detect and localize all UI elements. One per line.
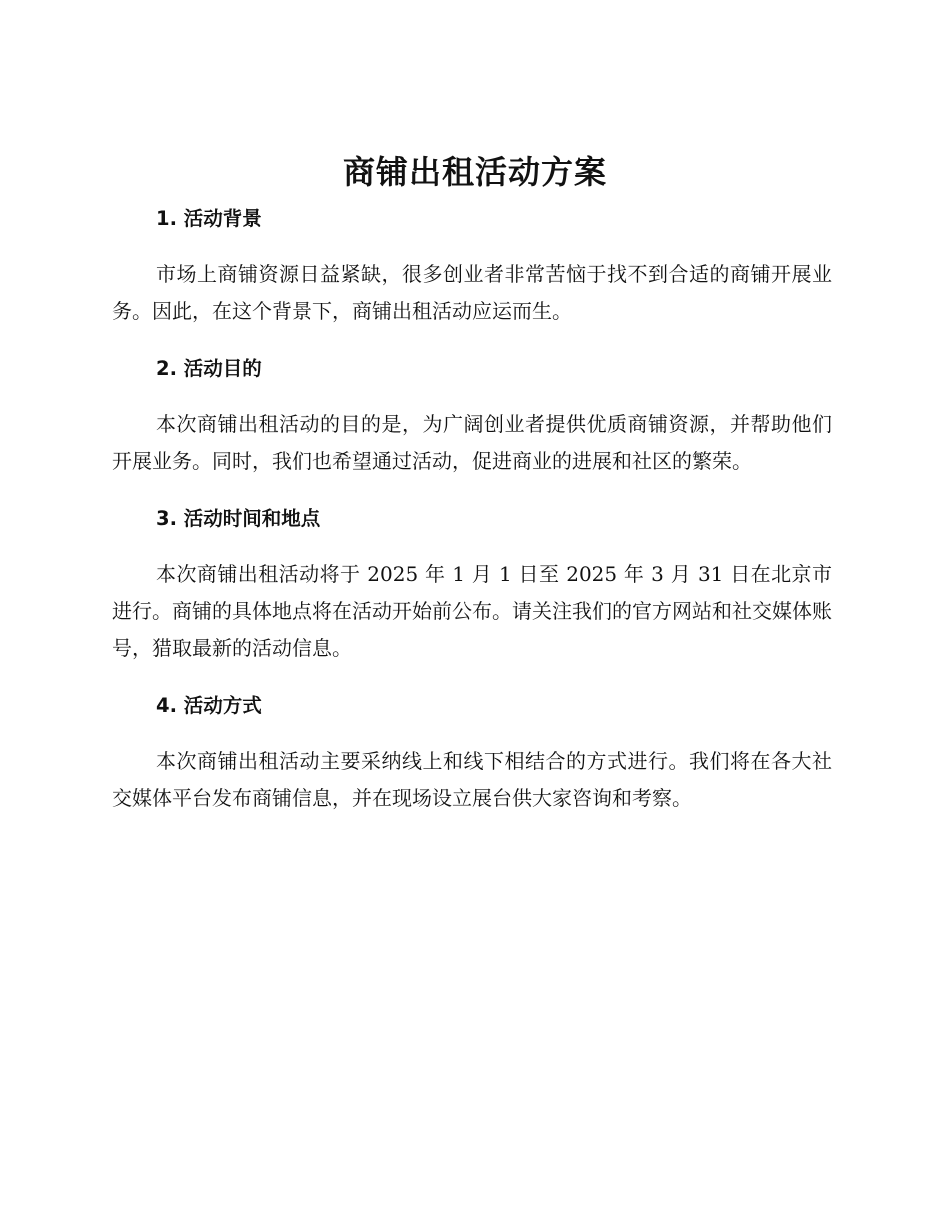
document-body bbox=[112, 202, 832, 817]
section-heading-background: 1. 活动背景 bbox=[156, 207, 262, 230]
page-title: 商铺出租活动方案 bbox=[342, 153, 607, 191]
section-body-background: 市场上商铺资源日益紧缺，很多创业者非常苦恼于找不到合适的商铺开展业务。因此，在这个背景下，商铺出租活动应运而生。 bbox=[112, 262, 832, 323]
section-body-purpose: 本次商铺出租活动的目的是，为广阔创业者提供优质商铺资源，并帮助他们开展业务。同时，我们也希望通过活动，促进商业的进展和社区的繁荣。 bbox=[112, 412, 832, 473]
section-body-time-location: 本次商铺出租活动将于 2025 年 1 月 1 日至 2025 年 3 月 31 日在北京市进行。商铺的具体地点将在活动开始前公布。请关注我们的官方网站和社交媒体账号，猎取最新的活动信息。 bbox=[112, 562, 832, 660]
section-heading-purpose: 2. 活动目的 bbox=[156, 357, 262, 380]
section-heading-method: 4. 活动方式 bbox=[156, 694, 262, 717]
section-heading-time-location: 3. 活动时间和地点 bbox=[156, 507, 321, 530]
section-body-method: 本次商铺出租活动主要采纳线上和线下相结合的方式进行。我们将在各大社交媒体平台发布商铺信息，并在现场设立展台供大家咨询和考察。 bbox=[112, 749, 832, 810]
